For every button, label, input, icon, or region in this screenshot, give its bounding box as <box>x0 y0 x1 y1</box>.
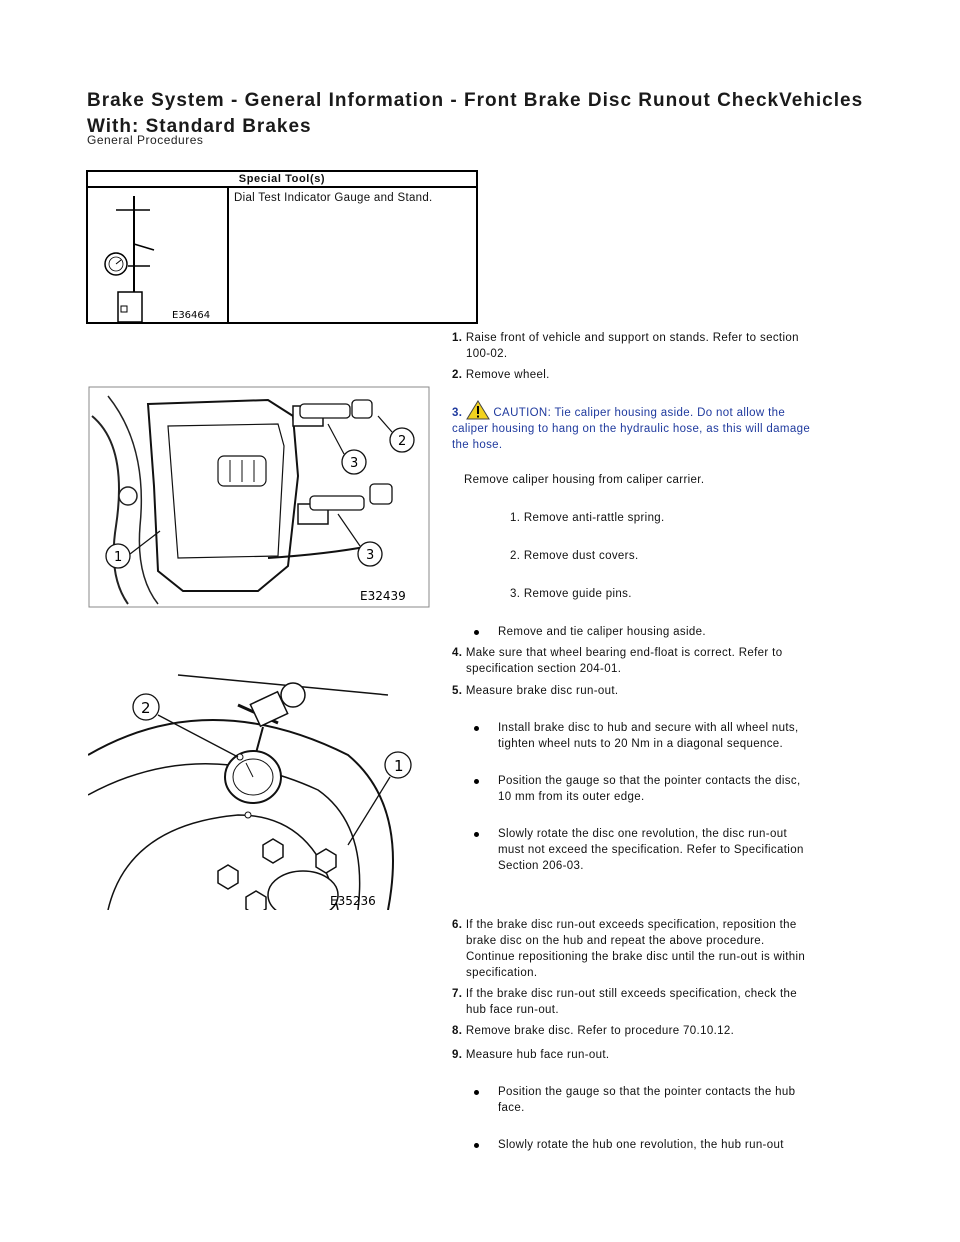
bullet-icon <box>474 779 479 784</box>
disc-runout-figure <box>88 665 418 910</box>
bullet-item: Position the gauge so that the pointer contacts the disc, 10 mm from its outer edge. <box>474 773 874 805</box>
bullet-icon <box>474 726 479 731</box>
caliper-callout: 3 <box>366 548 375 563</box>
step-number: 8. <box>452 1025 463 1037</box>
step-9 <box>452 1047 882 1063</box>
tool-description: Dial Test Indicator Gauge and Stand. <box>234 192 433 204</box>
step-number: 2. <box>452 369 463 381</box>
step-text: Measure hub face run-out. <box>465 1049 610 1061</box>
step-number: 7. <box>452 988 463 1000</box>
step-text-cont: specification section 204-01. <box>466 663 622 675</box>
step-text-cont: 100-02. <box>466 348 508 360</box>
disc-callout: 2 <box>141 699 151 717</box>
bullet-icon <box>474 1143 479 1148</box>
caution-text-end: the hose. <box>452 439 503 451</box>
bullet-item: Position the gauge so that the pointer contacts the hub face. <box>474 1084 874 1116</box>
disc-figure-code: E35236 <box>330 894 376 908</box>
bullet-icon <box>474 1090 479 1095</box>
step-text: Measure brake disc run-out. <box>465 685 619 697</box>
sub-step: 2. Remove dust covers. <box>510 550 639 562</box>
page-subtitle: General Procedures <box>87 133 204 147</box>
caliper-callout: 1 <box>114 550 123 565</box>
bullet-icon <box>474 832 479 837</box>
step-number: 9. <box>452 1049 463 1061</box>
bullet-item: Install brake disc to hub and secure with all wheel nuts, tighten wheel nuts to 20 Nm in a diagonal sequence. <box>474 720 874 752</box>
bullet-item: Slowly rotate the hub one revolution, the hub run-out <box>474 1137 874 1153</box>
step-2 <box>452 367 882 383</box>
step-text: If the brake disc run-out exceeds specification, reposition the <box>465 919 797 931</box>
step-1 <box>452 330 882 362</box>
step-number: 1. <box>452 332 463 344</box>
bullet-item: Remove and tie caliper housing aside. <box>474 624 874 640</box>
step-7: 7. If the brake disc run-out still exceeds specification, check the hub face run-out. <box>452 988 797 1016</box>
caliper-callout: 2 <box>398 434 407 449</box>
disc-callout: 1 <box>394 757 404 775</box>
step-3-caution <box>452 400 882 453</box>
step-8 <box>452 1023 882 1039</box>
special-tools-heading: Special Tool(s) <box>88 172 476 188</box>
dial-gauge-illustration <box>88 188 229 324</box>
step-3-intro: Remove caliper housing from caliper carrier. <box>464 474 705 486</box>
step-5 <box>452 683 882 699</box>
page-title: Brake System - General Information - Front Brake Disc Runout CheckVehicles With: Standard Brakes <box>87 90 864 137</box>
special-tools-table <box>86 170 478 324</box>
caution-text: CAUTION: Tie caliper housing aside. Do not allow the <box>493 407 786 419</box>
caliper-callout: 3 <box>350 456 359 471</box>
warning-icon <box>466 400 490 420</box>
bullet-icon <box>474 630 479 635</box>
step-6: 6. If the brake disc run-out exceeds specification, reposition the brake disc on the hub and repeat the above procedure. Continue repositioning the brake disc until the run-out is within specification. <box>452 919 806 979</box>
step-number: 5. <box>452 685 463 697</box>
caliper-removal-figure <box>88 386 430 608</box>
caution-text-cont: caliper housing to hang on the hydraulic hose, as this will damage <box>452 423 811 435</box>
step-text: Raise front of vehicle and support on stands. Refer to section <box>465 332 799 344</box>
tool-image-code: E36464 <box>172 310 211 321</box>
step-4 <box>452 645 882 677</box>
step-text: Make sure that wheel bearing end-float is correct. Refer to <box>465 647 783 659</box>
sub-step: 3. Remove guide pins. <box>510 588 632 600</box>
step-number: 6. <box>452 919 463 931</box>
caliper-figure-code: E32439 <box>360 589 406 603</box>
step-number: 3. <box>452 407 463 419</box>
step-text: Remove wheel. <box>465 369 550 381</box>
step-text: If the brake disc run-out still exceeds specification, check the <box>465 988 797 1000</box>
step-number: 4. <box>452 647 463 659</box>
sub-step: 1. Remove anti-rattle spring. <box>510 512 665 524</box>
bullet-item: Slowly rotate the disc one revolution, the disc run-out must not exceed the specification. Refer to Specification Section 206-03. <box>474 826 874 874</box>
step-text: Remove brake disc. Refer to procedure 70.10.12. <box>465 1025 735 1037</box>
